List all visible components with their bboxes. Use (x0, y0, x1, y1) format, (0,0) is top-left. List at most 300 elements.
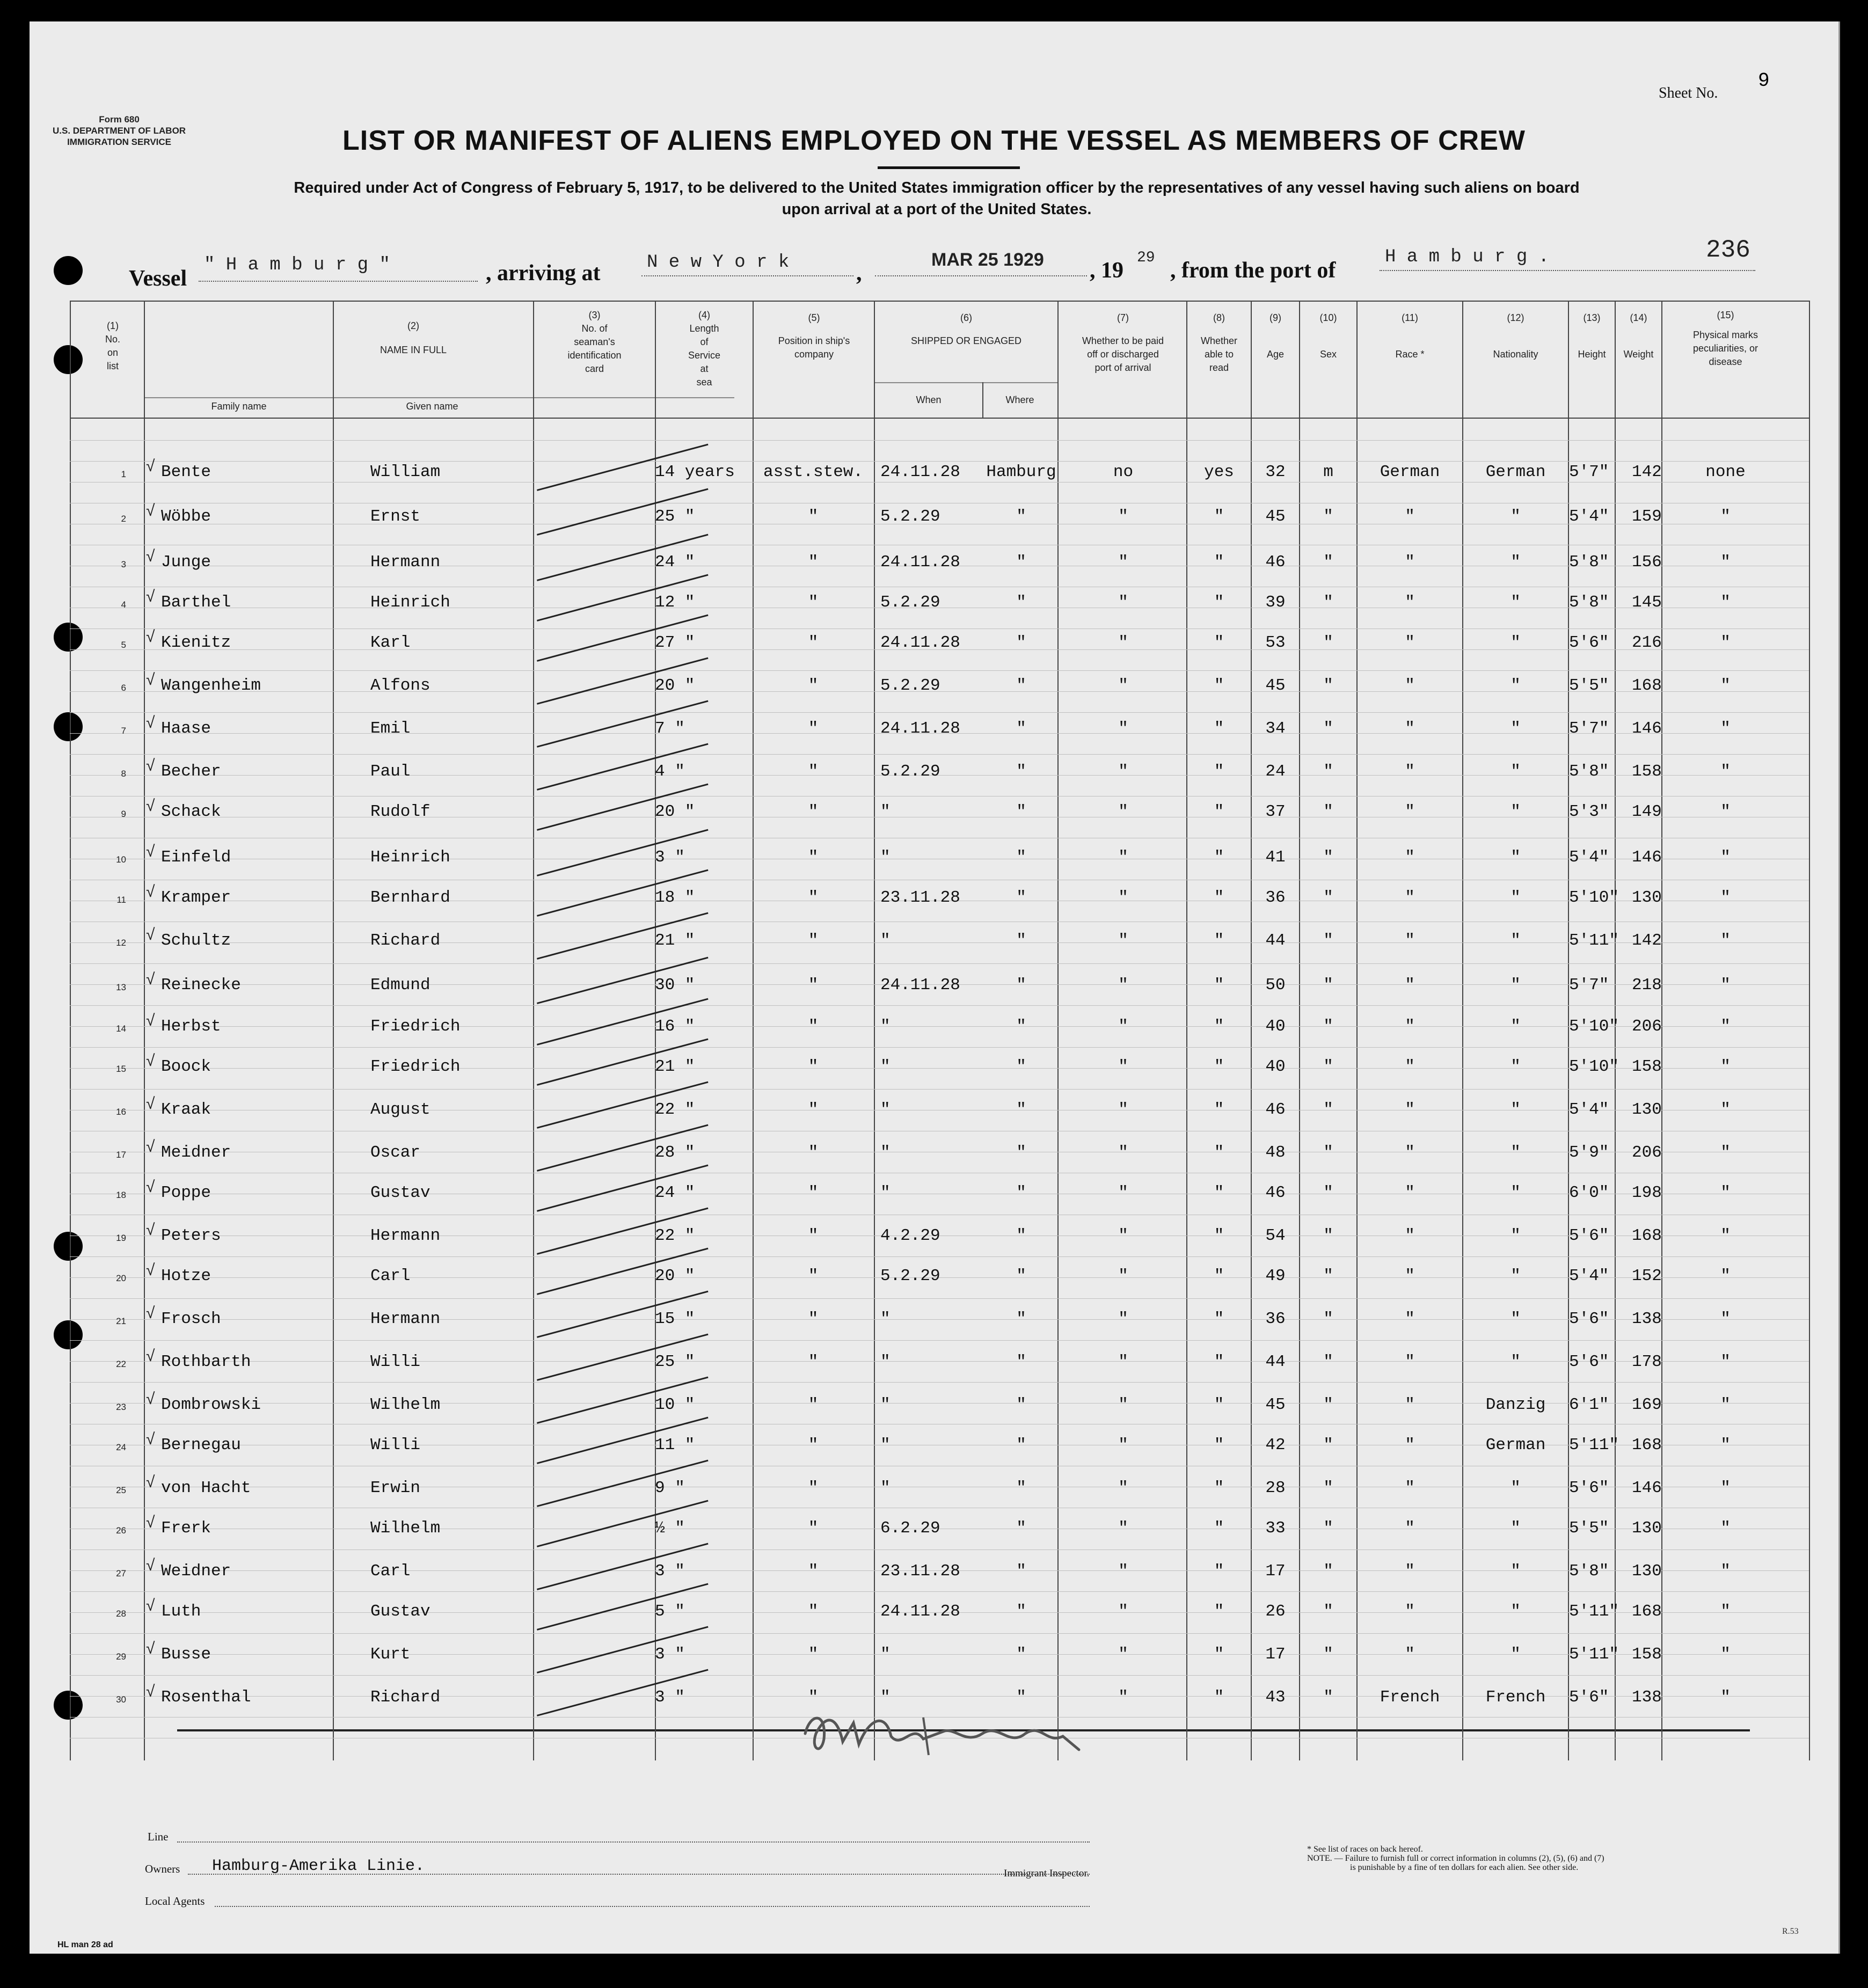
checkmark: √ (146, 843, 155, 860)
cell-family: Becher (161, 762, 221, 781)
cell-weight: 158 (1632, 1645, 1662, 1664)
line-label: Line (148, 1830, 169, 1843)
cell-weight: 206 (1632, 1017, 1662, 1036)
cell-read: " (1214, 1143, 1224, 1162)
checkmark: √ (146, 1095, 155, 1113)
cell-nationality: " (1511, 676, 1521, 695)
row-rule (70, 963, 1809, 964)
cell-sex: " (1323, 1519, 1333, 1538)
row-number: 16 (116, 1107, 126, 1117)
cell-position: " (808, 1143, 819, 1162)
cell-family: Boock (161, 1057, 211, 1076)
cell-nationality: " (1511, 1353, 1521, 1371)
row-number: 17 (116, 1150, 126, 1160)
cell-position: " (808, 931, 819, 950)
cell-height: 5'10" (1569, 888, 1619, 907)
owners-field (188, 1873, 1090, 1875)
cell-read: " (1214, 1310, 1224, 1328)
cell-given: Oscar (370, 1143, 421, 1162)
row-number: 7 (121, 726, 126, 736)
cell-where: " (1016, 931, 1026, 950)
cell-position: " (808, 888, 819, 907)
cell-age: 24 (1265, 762, 1286, 781)
cell-read: " (1214, 1395, 1224, 1414)
cell-sex: " (1323, 1100, 1333, 1119)
corner-mark: R.53 (1782, 1927, 1799, 1936)
cell-sex: " (1323, 976, 1333, 995)
cell-nationality: " (1511, 507, 1521, 526)
cell-marks: " (1720, 1479, 1731, 1497)
cell-sex: " (1323, 719, 1333, 738)
cell-height: 5'10" (1569, 1017, 1619, 1036)
cell-read: " (1214, 976, 1224, 995)
cell-family: Rosenthal (161, 1688, 251, 1707)
row-number: 19 (116, 1233, 126, 1243)
cell-nationality: " (1511, 1143, 1521, 1162)
header-bottom-rule (70, 418, 1809, 419)
cell-paid: " (1118, 1436, 1128, 1455)
checkmark: √ (146, 714, 155, 732)
checkmark: √ (146, 1640, 155, 1657)
cell-read: " (1214, 1519, 1224, 1538)
cell-paid: " (1118, 1310, 1128, 1328)
cell-family: Junge (161, 553, 211, 572)
cell-where: " (1016, 848, 1026, 867)
cell-height: 5'4" (1569, 848, 1609, 867)
cell-read: " (1214, 1100, 1224, 1119)
cell-nationality: " (1511, 931, 1521, 950)
cell-family: Frosch (161, 1310, 221, 1328)
cell-nationality: " (1511, 1100, 1521, 1119)
cell-when: 5.2.29 (880, 593, 940, 612)
cell-weight: 168 (1632, 1436, 1662, 1455)
cell-marks: " (1720, 1226, 1731, 1245)
cell-sex: " (1323, 553, 1333, 572)
cell-marks: " (1720, 1436, 1731, 1455)
cell-when: " (880, 1143, 891, 1162)
cell-service: 20 " (655, 1267, 695, 1285)
cell-family: Schultz (161, 931, 231, 950)
checkmark: √ (146, 797, 155, 815)
row-number: 22 (116, 1359, 126, 1369)
cell-marks: " (1720, 1100, 1731, 1119)
year-prefix: , 19 (1090, 258, 1123, 283)
cell-nationality: " (1511, 848, 1521, 867)
cell-sex: " (1323, 676, 1333, 695)
cell-race: " (1405, 633, 1415, 652)
cell-position: " (808, 1688, 819, 1707)
cell-marks: " (1720, 507, 1731, 526)
cell-height: 5'9" (1569, 1143, 1609, 1162)
cell-when: " (880, 1017, 891, 1036)
cell-nationality: " (1511, 1645, 1521, 1664)
from-port-label: , from the port of (1170, 258, 1336, 283)
cell-weight: 156 (1632, 553, 1662, 572)
cell-height: 5'11" (1569, 1645, 1619, 1664)
cell-where: " (1016, 1688, 1026, 1707)
cell-when: " (880, 1310, 891, 1328)
cell-nationality: " (1511, 976, 1521, 995)
row-rule (70, 1675, 1809, 1676)
cell-age: 48 (1265, 1143, 1286, 1162)
column-rule (1809, 301, 1810, 1760)
cell-service: 20 " (655, 676, 695, 695)
cell-age: 17 (1265, 1645, 1286, 1664)
cell-read: " (1214, 1017, 1224, 1036)
cell-weight: 158 (1632, 1057, 1662, 1076)
punch-hole (54, 712, 83, 741)
cell-service: 22 " (655, 1226, 695, 1245)
cell-sex: m (1323, 463, 1333, 481)
cell-service: 21 " (655, 1057, 695, 1076)
cell-where: " (1016, 1645, 1026, 1664)
cell-marks: " (1720, 1057, 1731, 1076)
column-rule (144, 301, 145, 1760)
cell-paid: " (1118, 633, 1128, 652)
cell-marks: " (1720, 1310, 1731, 1328)
row-number: 5 (121, 640, 126, 650)
cell-service: 28 " (655, 1143, 695, 1162)
inspector-signature (794, 1701, 1095, 1760)
cell-marks: " (1720, 1183, 1731, 1202)
cell-where: " (1016, 1479, 1026, 1497)
cell-marks: " (1720, 1143, 1731, 1162)
from-port: H a m b u r g . (1385, 247, 1550, 267)
cell-marks: " (1720, 848, 1731, 867)
title-underline (878, 166, 1020, 169)
checkmark: √ (146, 970, 155, 988)
cell-paid: " (1118, 1395, 1128, 1414)
cell-given: William (370, 463, 441, 481)
cell-nationality: " (1511, 802, 1521, 821)
cell-read: " (1214, 553, 1224, 572)
cell-given: Gustav (370, 1602, 430, 1621)
row-number: 6 (121, 683, 126, 693)
cell-height: 5'11" (1569, 931, 1619, 950)
cell-service: 25 " (655, 1353, 695, 1371)
cell-when: " (880, 802, 891, 821)
cell-service: 5 " (655, 1602, 685, 1621)
cell-paid: " (1118, 762, 1128, 781)
cell-paid: " (1118, 1017, 1128, 1036)
cell-age: 42 (1265, 1436, 1286, 1455)
row-rule (70, 1591, 1809, 1592)
cell-race: " (1405, 1562, 1415, 1581)
cell-paid: " (1118, 719, 1128, 738)
cell-read: " (1214, 676, 1224, 695)
cell-position: " (808, 719, 819, 738)
cell-service: 9 " (655, 1479, 685, 1497)
cell-paid: " (1118, 1267, 1128, 1285)
cell-where: " (1016, 1057, 1026, 1076)
cell-paid: " (1118, 593, 1128, 612)
cell-given: Carl (370, 1562, 411, 1581)
cell-paid: " (1118, 888, 1128, 907)
cell-sex: " (1323, 888, 1333, 907)
cell-height: 5'8" (1569, 762, 1609, 781)
cell-position: " (808, 1226, 819, 1245)
cell-nationality: German (1485, 1436, 1546, 1455)
cell-age: 37 (1265, 802, 1286, 821)
punch-hole (54, 345, 83, 374)
cell-marks: " (1720, 1602, 1731, 1621)
cell-age: 44 (1265, 1353, 1286, 1371)
cell-position: " (808, 1183, 819, 1202)
cell-sex: " (1323, 1017, 1333, 1036)
cell-given: Willi (370, 1353, 421, 1371)
cell-family: Meidner (161, 1143, 231, 1162)
cell-read: " (1214, 1267, 1224, 1285)
cell-when: 24.11.28 (880, 719, 960, 738)
cell-marks: " (1720, 1267, 1731, 1285)
cell-marks: " (1720, 633, 1731, 652)
cell-given: Hermann (370, 1310, 441, 1328)
cell-sex: " (1323, 633, 1333, 652)
cell-height: 5'6" (1569, 1688, 1609, 1707)
cell-marks: " (1720, 719, 1731, 738)
cell-height: 5'7" (1569, 463, 1609, 481)
cell-family: Reinecke (161, 976, 241, 995)
cell-read: " (1214, 1645, 1224, 1664)
cell-nationality: " (1511, 888, 1521, 907)
cell-weight: 146 (1632, 719, 1662, 738)
col-service-header: (4) Length of Service at sea (688, 310, 721, 388)
cell-marks: " (1720, 1353, 1731, 1371)
cell-service: 14 years (655, 463, 735, 481)
cell-age: 40 (1265, 1017, 1286, 1036)
cell-nationality: " (1511, 1057, 1521, 1076)
cell-marks: " (1720, 1395, 1731, 1414)
cell-given: Alfons (370, 676, 430, 695)
col-nationality-header: (12) Nationality (1493, 312, 1538, 360)
cell-position: " (808, 676, 819, 695)
cell-race: " (1405, 553, 1415, 572)
cell-sex: " (1323, 1183, 1333, 1202)
cell-paid: " (1118, 1057, 1128, 1076)
col-height-header: (13) Height (1578, 312, 1606, 360)
cell-weight: 206 (1632, 1143, 1662, 1162)
cell-race: " (1405, 1017, 1415, 1036)
cell-given: Karl (370, 633, 411, 652)
cell-weight: 130 (1632, 888, 1662, 907)
immigrant-inspector-label: Immigrant Inspector. (1004, 1868, 1090, 1879)
cell-race: " (1405, 888, 1415, 907)
row-number: 18 (116, 1190, 126, 1200)
row-rule (70, 712, 1809, 713)
cell-height: 5'11" (1569, 1602, 1619, 1621)
cell-nationality: " (1511, 1310, 1521, 1328)
cell-age: 45 (1265, 676, 1286, 695)
cell-age: 28 (1265, 1479, 1286, 1497)
cell-given: Emil (370, 719, 411, 738)
cell-marks: " (1720, 1519, 1731, 1538)
row-number: 26 (116, 1525, 126, 1536)
row-number: 15 (116, 1064, 126, 1074)
cell-read: " (1214, 1602, 1224, 1621)
cell-given: Gustav (370, 1183, 430, 1202)
checkmark: √ (146, 547, 155, 565)
punch-hole (54, 1691, 83, 1720)
row-rule (70, 628, 1809, 629)
cell-height: 5'7" (1569, 976, 1609, 995)
cell-weight: 145 (1632, 593, 1662, 612)
cell-height: 5'6" (1569, 1226, 1609, 1245)
checkmark: √ (146, 1514, 155, 1531)
col-name-header: (2) NAME IN FULL (380, 320, 447, 355)
checkmark: √ (146, 1138, 155, 1156)
row-number: 9 (121, 809, 126, 819)
cell-service: 22 " (655, 1100, 695, 1119)
cell-when: " (880, 1645, 891, 1664)
owners-value: Hamburg-Amerika Linie. (212, 1857, 425, 1875)
cell-family: Wöbbe (161, 507, 211, 526)
cell-nationality: " (1511, 1017, 1521, 1036)
cell-family: Bernegau (161, 1436, 241, 1455)
cell-service: 24 " (655, 1183, 695, 1202)
cell-height: 5'11" (1569, 1436, 1619, 1455)
cell-paid: " (1118, 1183, 1128, 1202)
cell-when: " (880, 1353, 891, 1371)
cell-given: Carl (370, 1267, 411, 1285)
cell-family: Rothbarth (161, 1353, 251, 1371)
cell-marks: " (1720, 762, 1731, 781)
column-rule (874, 301, 875, 1760)
cell-paid: " (1118, 1353, 1128, 1371)
cell-weight: 138 (1632, 1310, 1662, 1328)
col-read-header: (8) Whether able to read (1200, 312, 1238, 373)
cell-service: 20 " (655, 802, 695, 821)
sheet-number-label: Sheet No. (1659, 85, 1718, 101)
cell-service: 3 " (655, 1562, 685, 1581)
service-name: IMMIGRATION SERVICE (67, 137, 172, 147)
cell-height: 5'8" (1569, 553, 1609, 572)
cell-age: 32 (1265, 463, 1286, 481)
cell-sex: " (1323, 1688, 1333, 1707)
cell-where: " (1016, 1353, 1026, 1371)
cell-given: Ernst (370, 507, 421, 526)
cell-marks: " (1720, 888, 1731, 907)
cell-race: " (1405, 719, 1415, 738)
cell-read: " (1214, 593, 1224, 612)
row-rule (70, 1298, 1809, 1299)
cell-nationality: " (1511, 553, 1521, 572)
cell-age: 44 (1265, 931, 1286, 950)
cell-service: 3 " (655, 1645, 685, 1664)
cell-where: Hamburg (986, 463, 1056, 481)
col-age-header: (9) Age (1266, 312, 1285, 360)
cell-read: " (1214, 719, 1224, 738)
cell-where: " (1016, 1562, 1026, 1581)
checkmark: √ (146, 671, 155, 689)
checkmark: √ (146, 1221, 155, 1239)
cell-when: 23.11.28 (880, 1562, 960, 1581)
cell-service: ½ " (655, 1519, 685, 1538)
cell-family: Poppe (161, 1183, 211, 1202)
col-where-header: Where (1005, 394, 1034, 405)
cell-nationality: " (1511, 1519, 1521, 1538)
cell-marks: none (1705, 463, 1746, 481)
cell-height: 5'4" (1569, 1267, 1609, 1285)
cell-height: 5'6" (1569, 1479, 1609, 1497)
cell-nationality: French (1485, 1688, 1546, 1707)
cell-race: " (1405, 1353, 1415, 1371)
cell-given: Hermann (370, 1226, 441, 1245)
punch-hole (54, 623, 83, 652)
checkmark: √ (146, 588, 155, 605)
checkmark: √ (146, 757, 155, 774)
row-number: 12 (116, 938, 126, 948)
cell-nationality: " (1511, 1562, 1521, 1581)
arriving-port: N e w Y o r k (647, 252, 790, 273)
cell-position: " (808, 1479, 819, 1497)
cell-sex: " (1323, 1310, 1333, 1328)
cell-position: " (808, 762, 819, 781)
cell-family: Luth (161, 1602, 201, 1621)
cell-service: 16 " (655, 1017, 695, 1036)
cell-sex: " (1323, 1226, 1333, 1245)
col-when-header: When (916, 394, 942, 405)
cell-race: " (1405, 1479, 1415, 1497)
cell-marks: " (1720, 676, 1731, 695)
year-suffix: 29 (1137, 250, 1155, 266)
header-subrule (145, 397, 734, 398)
checkmark: √ (146, 1556, 155, 1574)
cell-service: 3 " (655, 1688, 685, 1707)
row-number: 21 (116, 1316, 126, 1326)
cell-weight: 168 (1632, 1602, 1662, 1621)
cell-service: 11 " (655, 1436, 695, 1455)
cell-paid: " (1118, 1688, 1128, 1707)
cell-read: yes (1204, 463, 1234, 481)
cell-when: " (880, 848, 891, 867)
cell-position: " (808, 553, 819, 572)
cell-weight: 218 (1632, 976, 1662, 995)
cell-height: 5'8" (1569, 593, 1609, 612)
cell-given: Paul (370, 762, 411, 781)
row-number: 10 (116, 854, 126, 865)
cell-age: 34 (1265, 719, 1286, 738)
cell-sex: " (1323, 931, 1333, 950)
cell-position: " (808, 1395, 819, 1414)
row-number: 8 (121, 769, 126, 779)
row-rule (70, 670, 1809, 671)
cell-family: Busse (161, 1645, 211, 1664)
cell-race: " (1405, 1436, 1415, 1455)
cell-given: Bernhard (370, 888, 450, 907)
cell-race: French (1380, 1688, 1440, 1707)
form-code: HL man 28 ad (57, 1940, 113, 1949)
local-agents-label: Local Agents (145, 1895, 205, 1907)
row-rule (70, 754, 1809, 755)
cell-given: Willi (370, 1436, 421, 1455)
checkmark: √ (146, 628, 155, 646)
cell-paid: " (1118, 1602, 1128, 1621)
cell-age: 50 (1265, 976, 1286, 995)
cell-position: " (808, 1519, 819, 1538)
cell-where: " (1016, 888, 1026, 907)
checkmark: √ (146, 1430, 155, 1448)
cell-race: " (1405, 1310, 1415, 1328)
cell-paid: " (1118, 676, 1128, 695)
cell-paid: " (1118, 507, 1128, 526)
cell-weight: 130 (1632, 1562, 1662, 1581)
cell-height: 5'7" (1569, 719, 1609, 738)
cell-nationality: Danzig (1485, 1395, 1546, 1414)
punch-hole (54, 1320, 83, 1349)
cell-read: " (1214, 762, 1224, 781)
cell-weight: 130 (1632, 1100, 1662, 1119)
cell-where: " (1016, 1395, 1026, 1414)
